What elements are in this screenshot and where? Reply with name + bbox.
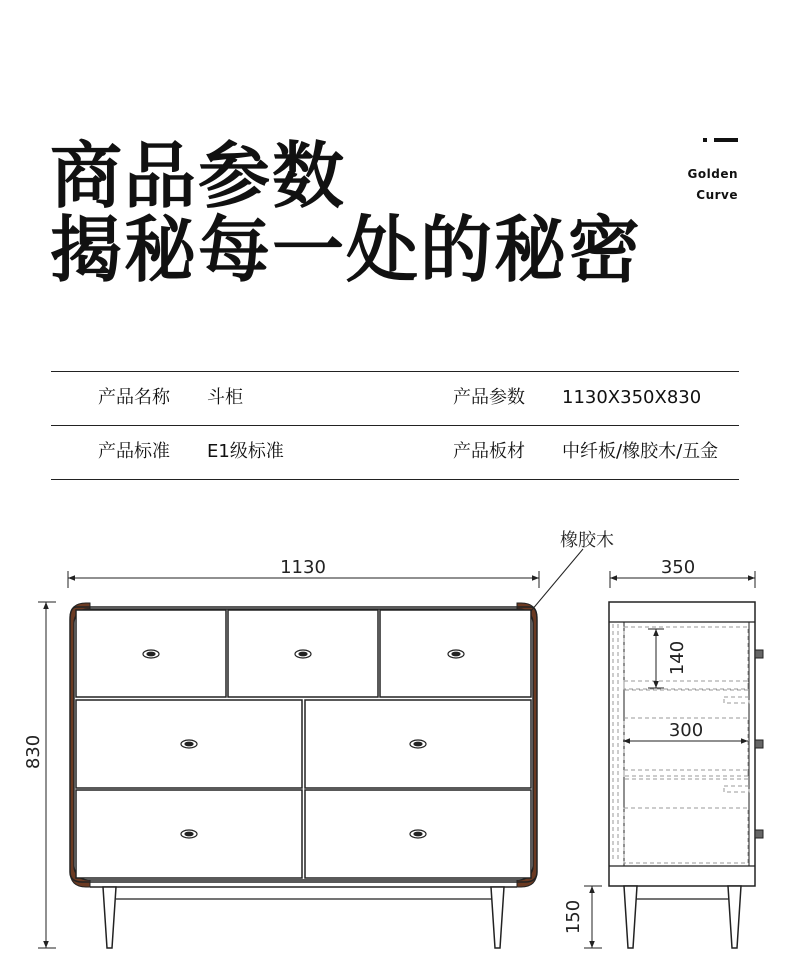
leg [103, 887, 116, 948]
spec-value-material: 中纤板/橡胶木/五金 [562, 441, 719, 462]
spec-label-standard: 产品标准 [98, 441, 170, 462]
leg-height-label: 150 [563, 899, 584, 935]
leg [491, 887, 504, 948]
spec-label-material: 产品板材 [453, 441, 525, 462]
spec-value-dimensions: 1130X350X830 [562, 387, 702, 408]
brand-line-1: Golden [687, 167, 738, 181]
brand-line-2: Curve [696, 188, 738, 202]
brand-mark-icon [688, 132, 738, 144]
side-view [584, 571, 763, 948]
front-view [38, 549, 583, 948]
leg-height-dimension [584, 886, 602, 948]
brand-logo [688, 132, 738, 206]
depth-label: 350 [660, 557, 696, 578]
leg [728, 886, 741, 948]
spec-value-name: 斗柜 [207, 387, 243, 408]
handle-knob-icons [755, 650, 763, 838]
page-title-line-2: 揭秘每一处的秘密 [50, 208, 643, 292]
leg [624, 886, 637, 948]
material-label: 橡胶木 [560, 530, 614, 551]
drawer-height-label: 140 [667, 640, 688, 676]
page-title-line-1: 商品参数 [50, 134, 347, 218]
width-label: 1130 [280, 557, 326, 578]
spec-label-dimensions: 产品参数 [453, 387, 525, 408]
spec-row [51, 425, 739, 480]
height-label: 830 [23, 734, 44, 770]
drawer-depth-label: 300 [668, 720, 704, 741]
height-dimension [38, 602, 56, 948]
spec-value-standard: E1级标准 [207, 441, 284, 462]
spec-table [51, 371, 739, 480]
spec-row [51, 371, 739, 425]
spec-label-name: 产品名称 [98, 387, 170, 408]
dresser-dimension-diagram [0, 500, 790, 971]
